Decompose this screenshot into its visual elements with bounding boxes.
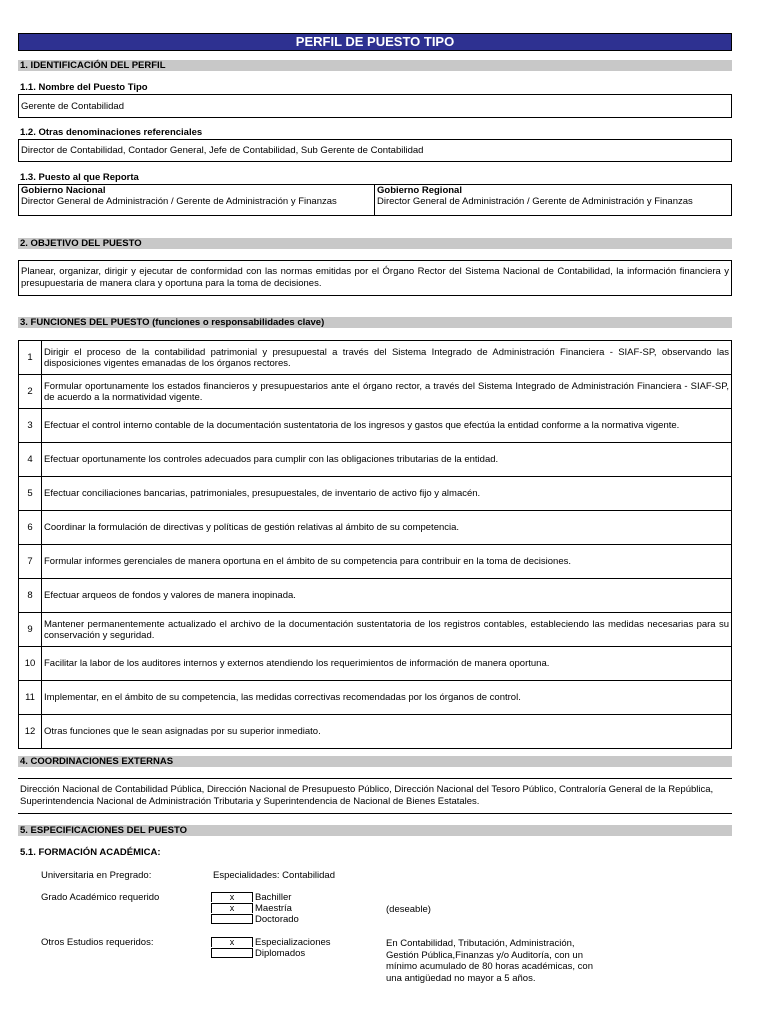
funcion-text: Efectuar el control interno contable de la documentación sustentatoria de los ingresos y gastos que efectúa la entidad conforme a la normativa vigente. [42,409,732,443]
funcion-text: Formular oportunamente los estados financieros y presupuestarios ante el órgano rector, a través del Sistema Integrado de Administración Financiera - SIAF-SP, de acuerdo a la normatividad vigente. [42,375,732,409]
checkbox-bachiller[interactable]: x [211,892,253,902]
funcion-number: 8 [19,579,42,613]
section-3-header: 3. FUNCIONES DEL PUESTO (funciones o responsabilidades clave) [18,317,732,328]
funcion-row [19,511,732,545]
funcion-number: 2 [19,375,42,409]
funcion-row [19,477,732,511]
otros-estudios-note: En Contabilidad, Tributación, Administración, Gestión Pública,Finanzas y/o Auditoría, con un mínimo acumulado de 80 horas académicas, con una antigüedad no mayor a 5 años. [386,938,594,984]
document-title: PERFIL DE PUESTO TIPO [18,33,732,51]
gobierno-regional-cell [375,185,731,215]
section-1-header: 1. IDENTIFICACIÓN DEL PERFIL [18,60,732,71]
funcion-row [19,579,732,613]
checkbox-especializaciones[interactable]: x [211,937,253,947]
nombre-puesto-label: 1.1. Nombre del Puesto Tipo [20,82,148,93]
funcion-row [19,613,732,647]
funcion-text: Mantener permanentemente actualizado el archivo de la documentación sustentatoria de los registros contables, estableciendo las medidas necesarias para su conservación y seguridad. [42,613,732,647]
funcion-text: Efectuar oportunamente los controles adecuados para cumplir con las obligaciones tributarias de la entidad. [42,443,732,477]
gobierno-nacional-label: Gobierno Nacional [21,185,106,196]
funcion-text: Efectuar arqueos de fondos y valores de manera inopinada. [42,579,732,613]
section-5-header: 5. ESPECIFICACIONES DEL PUESTO [18,825,732,836]
checkbox-doctorado[interactable] [211,914,253,924]
option-bachiller: Bachiller [255,892,292,903]
funcion-number: 12 [19,715,42,749]
funcion-number: 6 [19,511,42,545]
formacion-academica-label: 5.1. FORMACIÓN ACADÉMICA: [20,847,161,858]
funcion-number: 4 [19,443,42,477]
option-diplomados: Diplomados [255,948,306,959]
funcion-row [19,681,732,715]
funcion-text: Efectuar conciliaciones bancarias, patrimoniales, presupuestales, de inventario de activo fijo y almacén. [42,477,732,511]
puesto-reporta-label: 1.3. Puesto al que Reporta [20,172,139,183]
especialidades-value: Especialidades: Contabilidad [213,870,335,881]
coordinaciones-text: Dirección Nacional de Contabilidad Pública, Dirección Nacional de Presupuesto Público, Dirección Nacional del Tesoro Público, Contraloría General de la República, Superintendencia Nacional de Administración Tributaria y Superintendencia de Nacional de Bienes Estatales. [18,778,732,814]
funcion-row [19,715,732,749]
funcion-row [19,443,732,477]
otras-denominaciones-label: 1.2. Otras denominaciones referenciales [20,127,203,138]
option-maestria: Maestría [255,903,292,914]
checkbox-maestria[interactable]: x [211,903,253,913]
funcion-text: Coordinar la formulación de directivas y políticas de gestión relativas al ámbito de su competencia. [42,511,732,545]
otros-estudios-label: Otros Estudios requeridos: [41,937,154,948]
pregrado-label: Universitaria en Pregrado: [41,870,152,881]
gobierno-regional-label: Gobierno Regional [377,185,462,196]
funcion-text: Facilitar la labor de los auditores internos y externos atendiendo los requerimientos de información de manera oportuna. [42,647,732,681]
puesto-reporta-box [18,184,732,216]
gobierno-regional-value: Director General de Administración / Gerente de Administración y Finanzas [377,196,693,207]
checkbox-diplomados[interactable] [211,948,253,958]
option-doctorado: Doctorado [255,914,299,925]
funcion-number: 9 [19,613,42,647]
nombre-puesto-value: Gerente de Contabilidad [18,94,732,118]
gobierno-nacional-value: Director General de Administración / Gerente de Administración y Finanzas [21,196,337,207]
funcion-number: 10 [19,647,42,681]
option-especializaciones: Especializaciones [255,937,331,948]
section-4-header: 4. COORDINACIONES EXTERNAS [18,756,732,767]
funcion-text: Implementar, en el ámbito de su competencia, las medidas correctivas recomendadas por los órganos de control. [42,681,732,715]
otras-denominaciones-value: Director de Contabilidad, Contador General, Jefe de Contabilidad, Sub Gerente de Contabilidad [18,139,732,162]
funciones-table [18,340,732,749]
gobierno-nacional-cell [19,185,375,215]
funcion-text: Otras funciones que le sean asignadas por su superior inmediato. [42,715,732,749]
grado-academico-label: Grado Académico requerido [41,892,160,903]
funcion-number: 11 [19,681,42,715]
funcion-number: 3 [19,409,42,443]
funcion-row [19,647,732,681]
section-2-header: 2. OBJETIVO DEL PUESTO [18,238,732,249]
funcion-row [19,545,732,579]
funcion-row [19,341,732,375]
funcion-number: 5 [19,477,42,511]
funcion-number: 1 [19,341,42,375]
funcion-text: Formular informes gerenciales de manera oportuna en el ámbito de su competencia para contribuir en la toma de decisiones. [42,545,732,579]
funcion-row [19,375,732,409]
objetivo-text: Planear, organizar, dirigir y ejecutar de conformidad con las normas emitidas por el Órgano Rector del Sistema Nacional de Contabilidad, la información financiera y presupuestaria de manera clara y oportuna para la toma de decisiones. [18,260,732,296]
deseable-note: (deseable) [386,904,431,915]
funcion-number: 7 [19,545,42,579]
funcion-text: Dirigir el proceso de la contabilidad patrimonial y presupuestal a través del Sistema Integrado de Administración Financiera - SIAF-SP, observando las disposiciones vigentes emanadas de los órganos rectores. [42,341,732,375]
funcion-row [19,409,732,443]
